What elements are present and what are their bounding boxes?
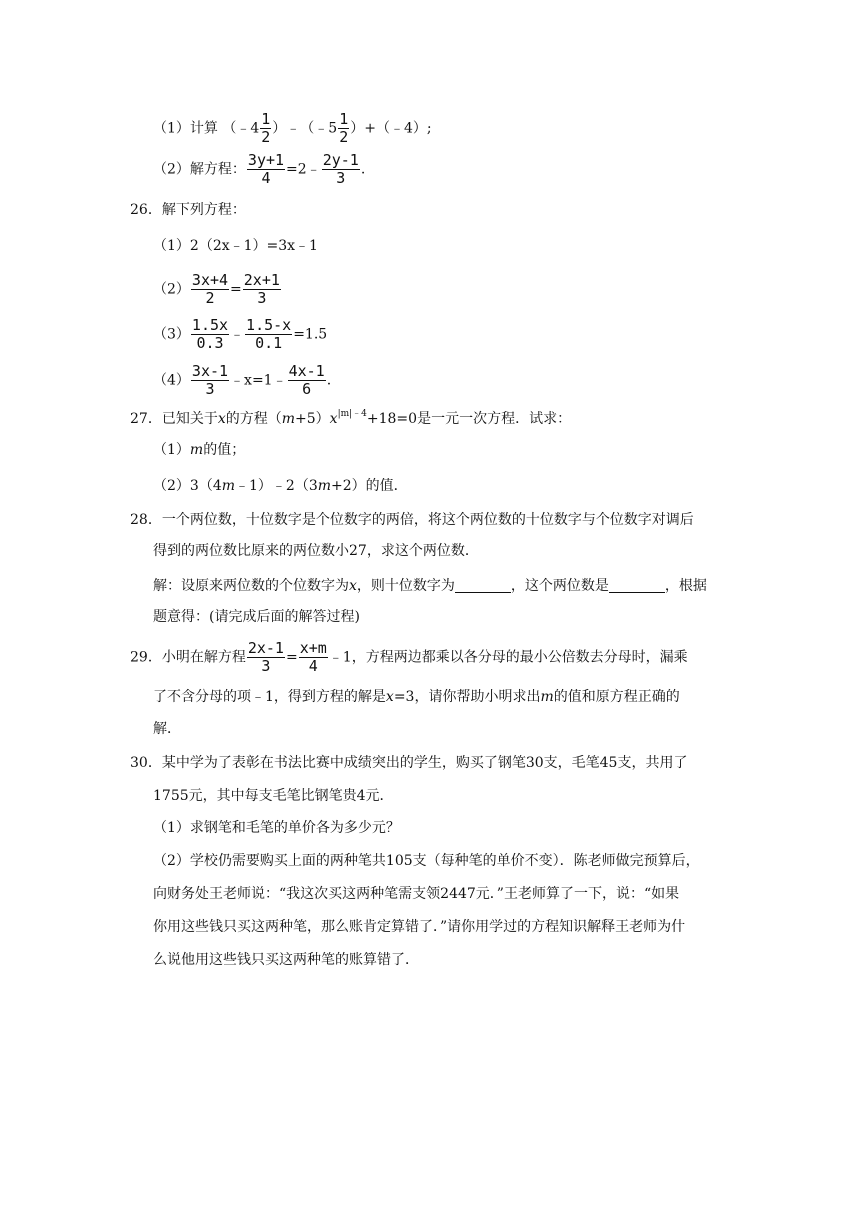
variable: m <box>221 478 236 494</box>
frac-num: 3y+1 <box>247 151 285 169</box>
q26-part2-mid: = <box>230 281 242 298</box>
q26-part2-label: （2） <box>153 281 190 298</box>
frac-den: 0.1 <box>255 334 283 352</box>
q26-part4-label: （4） <box>153 372 190 389</box>
q26-part1: （1）2（2x﹣1）=3x﹣1 <box>153 238 318 254</box>
text: 的方程（ <box>225 411 282 427</box>
frac-num: 3x+4 <box>191 271 229 289</box>
fraction <box>191 272 229 307</box>
text: 29．小明在解方程 <box>130 649 246 666</box>
frac-num: x+m <box>299 639 327 657</box>
p25-part1-label: （1）计算 （﹣4 <box>153 120 260 137</box>
q26-part4-mid: ﹣x=1﹣ <box>230 372 287 389</box>
p25-part1-end: ）+（﹣4）; <box>350 120 432 137</box>
p25-part2-end: . <box>360 161 366 178</box>
frac-den: 4 <box>308 657 318 675</box>
text: +5） <box>295 411 330 427</box>
fraction <box>191 317 229 352</box>
frac-num: 4x-1 <box>288 362 325 380</box>
answer-blank[interactable] <box>609 578 665 593</box>
q28-line2: 得到的两位数比原来的两位数小27，求这个两位数． <box>153 543 479 559</box>
fraction <box>260 111 271 146</box>
q26-part3-end: =1.5 <box>293 326 328 343</box>
text: ﹣1，方程两边都乘以各分母的最小公倍数去分母时，漏乘 <box>328 649 688 666</box>
frac-den: 2 <box>261 128 271 146</box>
variable: m <box>189 442 204 458</box>
frac-den: 3 <box>261 657 271 675</box>
q30-part2-line4: 么说他用这些钱只买这两种笔的账算错了． <box>153 952 419 968</box>
q30-part1: （1）求钢笔和毛笔的单价各为多少元？ <box>153 820 400 836</box>
q26-part3-label: （3） <box>153 326 190 343</box>
variable: x <box>349 578 357 594</box>
fraction <box>247 152 285 187</box>
frac-den: 2 <box>205 289 215 307</box>
p25-part1 <box>153 111 432 146</box>
answer-blank[interactable] <box>455 578 511 593</box>
fraction <box>322 152 360 187</box>
frac-den: 2 <box>339 128 349 146</box>
text: ，根据 <box>664 578 707 594</box>
fraction <box>288 363 326 398</box>
text: +2）的值． <box>331 478 408 494</box>
variable: x <box>217 411 226 427</box>
frac-den: 4 <box>261 169 271 187</box>
p25-part2-mid: =2﹣ <box>286 161 321 178</box>
fraction <box>299 640 328 675</box>
text: 解：设原来两位数的个位数字为 <box>153 578 349 594</box>
frac-num: 2x+1 <box>243 271 280 289</box>
frac-den: 3 <box>205 380 215 398</box>
text: （1） <box>153 442 190 458</box>
q26-part2 <box>153 272 282 307</box>
frac-num: 1.5-x <box>246 316 292 334</box>
frac-num: 1.5x <box>191 316 229 334</box>
q26-title: 26．解下列方程： <box>130 202 246 218</box>
text: = <box>285 649 298 666</box>
q27-part1 <box>153 440 245 460</box>
q29-line2 <box>153 687 680 707</box>
q26-part3-mid: ﹣ <box>230 326 245 343</box>
text: 的值和原方程正确的 <box>553 689 680 705</box>
q29-line1 <box>130 640 688 675</box>
variable: m <box>281 411 296 427</box>
text: （2）3（4 <box>153 478 222 494</box>
text: +18=0是一元一次方程．试求： <box>366 411 572 427</box>
text: 27．已知关于 <box>130 411 218 427</box>
frac-den: 3 <box>336 169 346 187</box>
fraction <box>245 317 292 352</box>
frac-num: 3x-1 <box>191 362 229 380</box>
q30-part2-line3: 你用这些钱只买这两种笔，那么账肯定算错了．”请你用学过的方程知识解释王老师为什 <box>153 919 686 935</box>
fraction <box>338 111 349 146</box>
frac-num: 2x-1 <box>247 639 284 657</box>
q30-part2-line2: 向财务处王老师说：“我这次买这两种笔需支领2447元．”王老师算了一下，说：“如果 <box>153 886 680 902</box>
p25-part2 <box>153 152 365 187</box>
variable: x <box>329 411 338 427</box>
frac-num: 1 <box>261 110 271 128</box>
variable: x <box>385 689 394 705</box>
text: ，这个两位数是 <box>510 578 609 594</box>
q30-part2-line1: （2）学校仍需要购买上面的两种笔共105支（每种笔的单价不变）．陈老师做完预算后， <box>153 853 700 869</box>
fraction <box>191 363 229 398</box>
q29-line3: 解． <box>153 721 181 737</box>
q28-solution-line <box>153 576 707 596</box>
frac-num: 2y-1 <box>322 151 359 169</box>
frac-num: 1 <box>339 110 349 128</box>
q26-part4-end: . <box>326 372 332 389</box>
q30-line2: 1755元，其中每支毛笔比钢笔贵4元． <box>153 788 394 804</box>
fraction <box>243 272 281 307</box>
text: 的值； <box>203 442 246 458</box>
exponent: |m|﹣4 <box>337 409 367 419</box>
q30-line1: 30．某中学为了表彰在书法比赛中成绩突出的学生，购买了钢笔30支，毛笔45支，共用了 <box>130 755 688 771</box>
frac-den: 0.3 <box>196 334 224 352</box>
q27-statement <box>130 404 571 429</box>
q28-line4: 题意得：(请完成后面的解答过程) <box>153 609 360 625</box>
variable: m <box>317 478 332 494</box>
p25-part2-label: （2）解方程： <box>153 161 246 178</box>
fraction <box>247 640 285 675</box>
frac-den: 6 <box>302 380 312 398</box>
p25-part1-mid: ）﹣（﹣5 <box>272 120 338 137</box>
q27-part2 <box>153 476 408 496</box>
q26-part3 <box>153 317 327 352</box>
text: ，则十位数字为 <box>356 578 455 594</box>
variable: m <box>540 689 554 705</box>
q28-line1: 28．一个两位数，十位数字是个位数字的两倍，将这个两位数的十位数字与个位数字对调后 <box>130 512 694 528</box>
text: 了不含分母的项﹣1，得到方程的解是 <box>153 689 386 705</box>
q26-part4 <box>153 363 331 398</box>
text: =3，请你帮助小明求出 <box>393 689 541 705</box>
text: ﹣1）﹣2（3 <box>235 478 318 494</box>
frac-den: 3 <box>257 289 267 307</box>
